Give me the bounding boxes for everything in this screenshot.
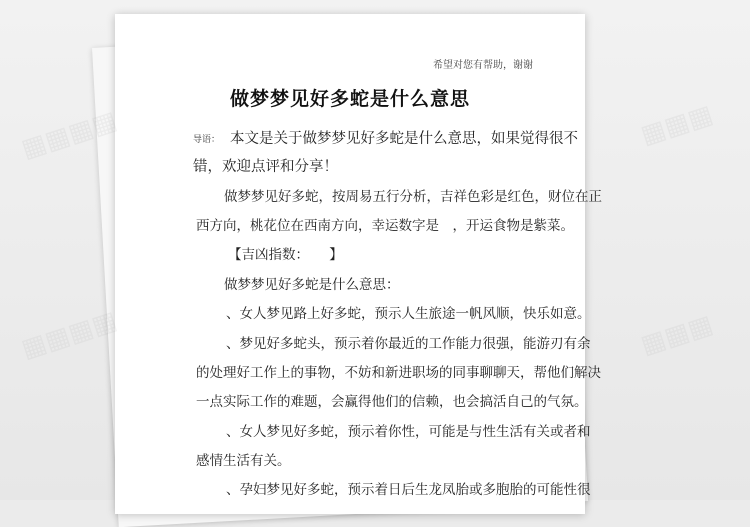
intro-label: 导语： [193, 135, 221, 145]
header-note: 希望对您有帮助，谢谢 [433, 60, 533, 71]
document-title: 做梦梦见好多蛇是什么意思 [229, 88, 470, 110]
subheading: 做梦梦见好多蛇是什么意思： [224, 277, 400, 293]
item-2-line-1: 、梦见好多蛇头，预示着你最近的工作能力很强，能游刃有余 [226, 336, 591, 352]
item-3-line-2: 感情生活有关。 [196, 453, 291, 469]
paragraph-1-line-1: 做梦梦见好多蛇，按周易五行分析，吉祥色彩是红色，财位在正 [224, 189, 602, 205]
item-3-line-1: 、女人梦见好多蛇，预示着你性，可能是与性生活有关或者和 [226, 424, 591, 440]
item-2-line-2: 的处理好工作上的事物，不妨和新进职场的同事聊聊天，帮他们解决 [196, 365, 601, 381]
intro-line-1 [193, 127, 578, 148]
document-page [115, 14, 602, 514]
intro-text-1: 本文是关于做梦梦见好多蛇是什么意思，如果觉得很不 [230, 131, 579, 147]
item-1: 、女人梦见路上好多蛇，预示人生旅途一帆风顺，快乐如意。 [226, 306, 591, 322]
paragraph-1-line-2: 西方向，桃花位在西南方向，幸运数字是 ，开运食物是紫菜。 [196, 218, 574, 234]
intro-line-2: 错，欢迎点评和分享！ [193, 159, 338, 175]
item-2-line-3: 一点实际工作的难题，会赢得他们的信赖，也会搞活自己的气氛。 [196, 394, 588, 410]
item-4-line-1: 、孕妇梦见好多蛇，预示着日后生龙凤胎或多胞胎的可能性很 [226, 482, 591, 498]
fortune-index: 【吉凶指数： 】 [228, 247, 343, 263]
